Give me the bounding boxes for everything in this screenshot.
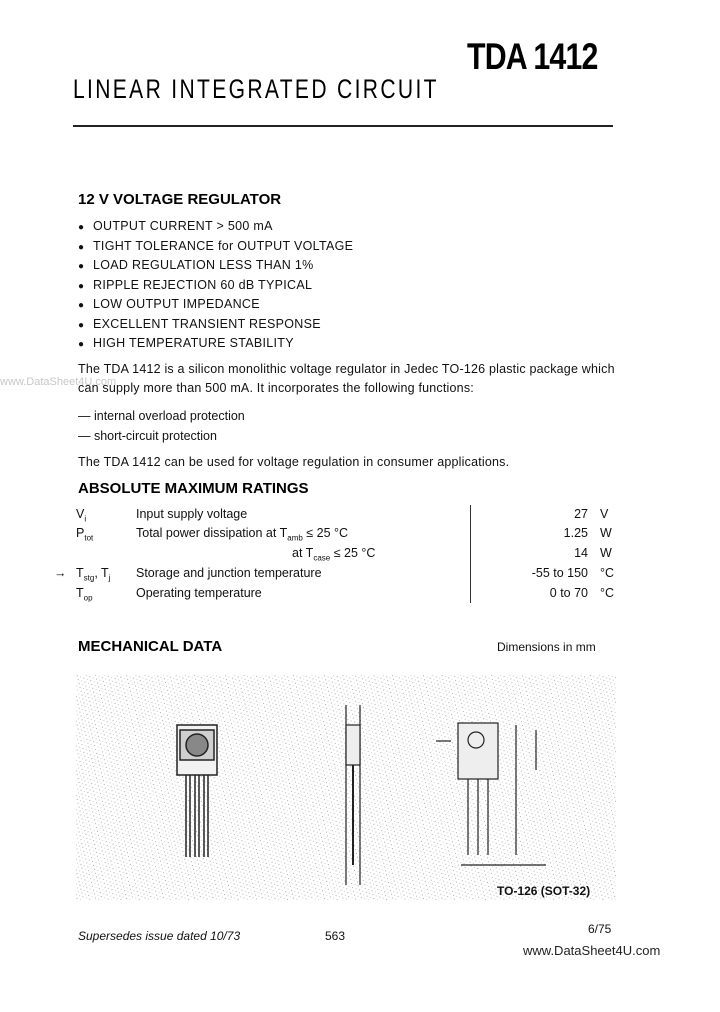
value: 1.25	[563, 526, 588, 540]
symbol: $T_{op}$	[76, 586, 93, 603]
watermark: www.DataSheet4U.com	[0, 376, 117, 388]
value: 0 to 70	[549, 586, 588, 600]
function-item: — internal overload protection	[78, 409, 245, 423]
table-row	[74, 505, 618, 524]
issue-reference: 6/75	[588, 922, 612, 936]
feature-list	[78, 217, 353, 354]
feature-item: ● HIGH TEMPERATURE STABILITY	[78, 334, 353, 354]
supersedes-note: Supersedes issue dated 10/73	[78, 929, 241, 943]
site-watermark: www.DataSheet4U.com	[523, 943, 661, 958]
bullet-icon: ●	[78, 339, 85, 350]
feature-item: ● LOAD REGULATION LESS THAN 1%	[78, 256, 353, 276]
bullet-icon: ●	[78, 300, 85, 311]
feature-item: ● TIGHT TOLERANCE for OUTPUT VOLTAGE	[78, 237, 353, 257]
ratings-title: ABSOLUTE MAXIMUM RATINGS	[78, 480, 309, 497]
page-number: 563	[325, 929, 346, 943]
unit: °C	[600, 586, 615, 600]
table-row	[74, 584, 618, 603]
document-title: LINEAR INTEGRATED CIRCUIT	[73, 74, 439, 104]
value: -55 to 150	[531, 566, 588, 580]
package-drawing	[76, 675, 616, 905]
package-outline-svg	[76, 675, 616, 905]
table-row	[74, 544, 618, 563]
arrow-right-icon: →	[54, 566, 67, 580]
feature-item: ● LOW OUTPUT IMPEDANCE	[78, 295, 353, 315]
unit: V	[600, 507, 609, 521]
bullet-icon: ●	[78, 280, 85, 292]
unit: °C	[600, 566, 615, 580]
dimensions-note: Dimensions in mm	[497, 640, 596, 654]
feature-item: ● RIPPLE REJECTION 60 dB TYPICAL	[78, 276, 353, 296]
package-label: TO-126 (SOT-32)	[497, 884, 591, 898]
bullet-icon: ●	[78, 241, 85, 253]
ratings-table	[54, 505, 618, 605]
parameter: Storage and junction temperature	[136, 566, 322, 580]
bullet-icon: ●	[78, 319, 85, 331]
mechanical-title: MECHANICAL DATA	[78, 638, 223, 655]
header-rule	[73, 125, 613, 127]
function-item: — short-circuit protection	[78, 429, 217, 443]
unit: W	[600, 526, 612, 540]
section-title: 12 V VOLTAGE REGULATOR	[78, 191, 282, 208]
feature-item: ● OUTPUT CURRENT > 500 mA	[78, 217, 353, 237]
parameter: Total power dissipation at $T_{amb} \le 25$ °C	[136, 526, 349, 543]
description-paragraph: The TDA 1412 is a silicon monolithic voltage regulator in Jedec TO-126 plastic package which can supply more than 500 mA. It incorporates the following functions:	[78, 362, 615, 395]
parameter: at $T_{case} \le 25$ °C	[292, 546, 376, 563]
feature-item: ● EXCELLENT TRANSIENT RESPONSE	[78, 315, 353, 335]
table-row	[54, 564, 618, 583]
parameter: Input supply voltage	[136, 507, 248, 521]
symbol: $T_{stg}$, $T_j$	[76, 566, 111, 583]
bullet-icon: ●	[78, 222, 85, 233]
symbol: $V_i$	[76, 507, 87, 524]
table-row	[74, 524, 618, 543]
parameter: Operating temperature	[136, 586, 262, 600]
unit: W	[600, 546, 612, 560]
value: 27	[574, 507, 588, 521]
part-number: TDA 1412	[467, 36, 598, 77]
bullet-icon: ●	[78, 261, 85, 272]
usage-paragraph: The TDA 1412 can be used for voltage regulation in consumer applications.	[78, 455, 510, 469]
function-list	[78, 406, 245, 446]
symbol: $P_{tot}$	[76, 526, 94, 543]
value: 14	[574, 546, 588, 560]
